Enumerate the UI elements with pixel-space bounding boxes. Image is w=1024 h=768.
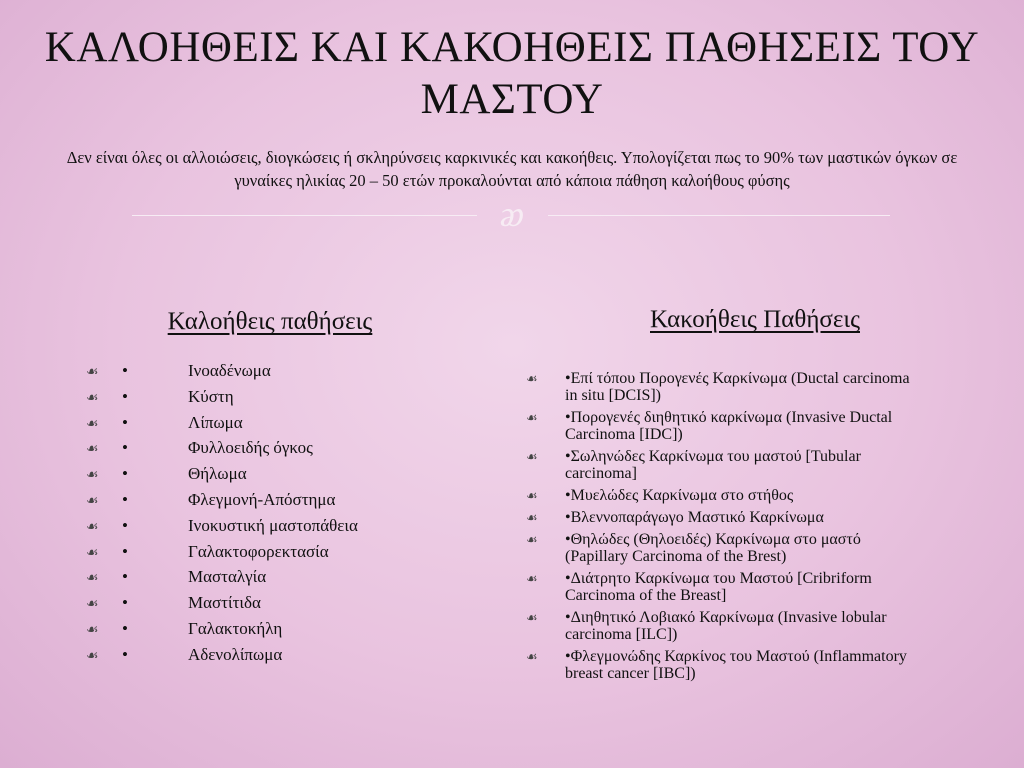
bullet-dot: • (122, 515, 128, 535)
benign-list-item (86, 513, 358, 539)
flourish-bullet-icon: ☙ (86, 622, 99, 638)
bullet-dot: • (122, 464, 128, 484)
bullet-dot: • (122, 644, 128, 664)
flourish-bullet-icon: ☙ (86, 648, 99, 664)
bullet-dot: • (122, 361, 128, 380)
malignant-item-label: •Διηθητικό Λοβιακό Καρκίνωμα (Invasive lobular carcinoma [ILC]) (565, 609, 887, 643)
divider-line-left (132, 215, 477, 216)
bullet-dot: • (122, 386, 128, 406)
benign-item-label: Φυλλοειδής όγκος (188, 438, 313, 458)
malignant-list-item (526, 531, 936, 565)
flourish-bullet-icon: ☙ (86, 442, 99, 458)
bullet-dot: • (122, 567, 128, 587)
malignant-list-item (526, 570, 936, 604)
benign-list-item (86, 616, 358, 642)
malignant-item-label: •Πορογενές διηθητικό καρκίνωμα (Invasive Ductal Carcinoma [IDC]) (565, 409, 893, 443)
malignant-list-item (526, 409, 936, 443)
bullet-dot: • (122, 593, 128, 613)
flourish-bullet-icon: ☙ (86, 493, 99, 509)
malignant-list-item (526, 609, 936, 643)
flourish-bullet-icon: ☙ (86, 390, 99, 406)
flourish-bullet-icon: ☙ (526, 610, 538, 625)
flourish-bullet-icon: ☙ (526, 649, 538, 664)
malignant-item-label: •Μυελώδες Καρκίνωμα στο στήθος (565, 487, 794, 504)
ornament-icon: ᴂ (499, 194, 524, 234)
flourish-bullet-icon: ☙ (526, 371, 538, 386)
benign-item-label: Αδενολίπωμα (188, 644, 283, 664)
malignant-list (526, 370, 936, 687)
malignant-item-label: •Βλεννοπαράγωγο Μαστικό Καρκίνωμα (565, 509, 824, 526)
bullet-dot: • (122, 618, 128, 638)
benign-list-item (86, 358, 358, 384)
malignant-item-label: •Επί τόπου Πορογενές Καρκίνωμα (Ductal carcinoma in situ [DCIS]) (565, 370, 910, 404)
malignant-heading: Κακοήθεις Παθήσεις (650, 306, 860, 333)
flourish-bullet-icon: ☙ (86, 365, 99, 380)
benign-item-label: Μαστίτιδα (188, 593, 261, 613)
benign-item-label: Φλεγμονή-Απόστημα (188, 489, 336, 509)
divider-line-right (548, 215, 890, 216)
benign-list-item (86, 539, 358, 565)
benign-list (86, 358, 358, 668)
slide-subtitle: Δεν είναι όλες οι αλλοιώσεις, διογκώσεις ή σκληρύνσεις καρκινικές και κακοήθεις. Υπολογίζεται πως το 90% των μαστικών όγκων σε γυναίκες ηλικίας 20 – 50 ετών προκαλούνται από κάποια πάθηση καλοήθους φύσης (66, 148, 958, 190)
benign-list-item (86, 590, 358, 616)
bullet-dot: • (122, 438, 128, 458)
bullet-dot: • (122, 489, 128, 509)
benign-list-item (86, 564, 358, 590)
malignant-list-item (526, 448, 936, 482)
flourish-bullet-icon: ☙ (86, 468, 99, 484)
benign-list-item (86, 487, 358, 513)
flourish-bullet-icon: ☙ (526, 510, 538, 525)
flourish-bullet-icon: ☙ (86, 519, 99, 535)
malignant-item-label: •Διάτρητο Καρκίνωμα του Μαστού [Cribriform Carcinoma of the Breast] (565, 570, 872, 604)
malignant-item-label: •Φλεγμονώδης Καρκίνος του Μαστού (Inflammatory breast cancer [IBC]) (565, 648, 907, 682)
benign-list-item (86, 435, 358, 461)
benign-item-label: Ινοαδένωμα (188, 361, 271, 380)
flourish-bullet-icon: ☙ (526, 532, 538, 547)
flourish-bullet-icon: ☙ (86, 416, 99, 432)
benign-item-label: Ινοκυστική μαστοπάθεια (188, 515, 358, 535)
benign-item-label: Κύστη (188, 386, 234, 406)
bullet-dot: • (122, 412, 128, 432)
slide-title: ΚΑΛΟΗΘΕΙΣ ΚΑΙ ΚΑΚΟΗΘΕΙΣ ΠΑΘΗΣΕΙΣ ΤΟΥ ΜΑΣΤΟΥ (44, 24, 980, 123)
benign-item-label: Μασταλγία (188, 567, 267, 587)
malignant-item-label: •Θηλώδες (Θηλοειδές) Καρκίνωμα στο μαστό (Papillary Carcinoma of the Brest) (565, 531, 861, 565)
benign-item-label: Θήλωμα (188, 464, 247, 484)
malignant-item-label: •Σωληνώδες Καρκίνωμα του μαστού [Tubular carcinoma] (565, 448, 861, 482)
flourish-bullet-icon: ☙ (86, 545, 99, 561)
flourish-bullet-icon: ☙ (526, 488, 538, 503)
benign-list-item (86, 461, 358, 487)
flourish-bullet-icon: ☙ (526, 571, 538, 586)
benign-list-item (86, 642, 358, 668)
flourish-bullet-icon: ☙ (86, 571, 99, 587)
malignant-list-item (526, 648, 936, 682)
malignant-list-item (526, 487, 936, 504)
malignant-list-item (526, 370, 936, 404)
malignant-list-item (526, 509, 936, 526)
flourish-bullet-icon: ☙ (526, 449, 538, 464)
benign-item-label: Γαλακτοκήλη (188, 618, 283, 638)
flourish-bullet-icon: ☙ (526, 410, 538, 425)
benign-item-label: Λίπωμα (188, 412, 243, 432)
benign-item-label: Γαλακτοφορεκτασία (188, 541, 329, 561)
flourish-bullet-icon: ☙ (86, 597, 99, 613)
bullet-dot: • (122, 541, 128, 561)
benign-list-item (86, 384, 358, 410)
benign-heading: Καλοήθεις παθήσεις (167, 308, 373, 335)
benign-list-item (86, 410, 358, 436)
